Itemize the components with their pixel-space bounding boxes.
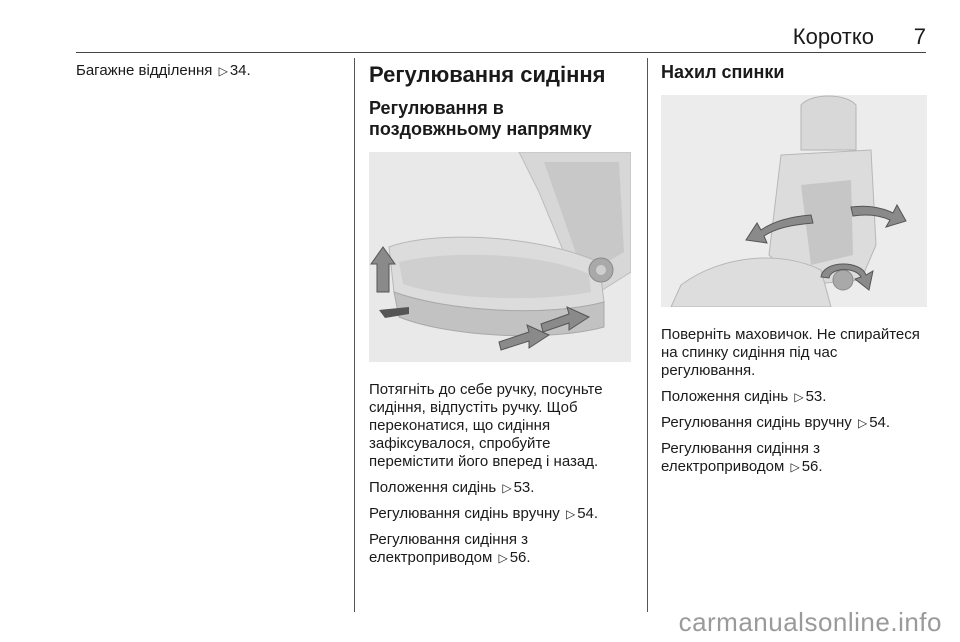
triangle-reference-icon: ▷ <box>498 551 508 565</box>
triangle-reference-icon: ▷ <box>218 64 228 78</box>
column-divider <box>647 58 648 612</box>
cross-reference[interactable]: Багажне відділення ▷ 34. <box>76 62 251 79</box>
triangle-reference-icon: ▷ <box>790 460 800 474</box>
triangle-reference-icon: ▷ <box>502 481 512 495</box>
instruction-text: Потягніть до себе ручку, посуньте сидіння, відпустіть ручку. Щоб переконатися, що сидіння зафіксувалося, спробуйте перемістити його вперед і назад. <box>369 381 603 470</box>
watermark: carmanualsonline.info <box>678 607 942 637</box>
cross-reference[interactable]: Регулювання сидінь вручну ▷ 54. <box>661 414 891 431</box>
cross-reference[interactable]: Положення сидінь ▷ 53. <box>369 479 535 496</box>
cross-reference[interactable]: Регулювання сидіння з електроприводом ▷ 56. <box>369 531 531 566</box>
cross-reference[interactable]: Регулювання сидінь вручну ▷ 54. <box>369 505 599 522</box>
seat-recline-figure <box>661 95 927 312</box>
column-1 <box>76 62 340 88</box>
page-number: 7 <box>913 24 926 49</box>
seat-recline-illustration <box>661 95 927 307</box>
subsection-heading: Нахил спинки <box>661 62 785 82</box>
column-divider <box>354 58 355 612</box>
column-2 <box>369 62 635 575</box>
seat-longitudinal-figure <box>369 152 635 367</box>
cross-reference[interactable]: Регулювання сидіння з електроприводом ▷ 56. <box>661 440 823 475</box>
section-heading: Регулювання сидіння <box>369 62 606 87</box>
triangle-reference-icon: ▷ <box>857 416 868 430</box>
page-title: Коротко <box>792 24 874 49</box>
instruction-text: Поверніть маховичок. Не спирайтеся на спинку сидіння під час регулювання. <box>661 326 920 379</box>
triangle-reference-icon: ▷ <box>794 390 804 404</box>
subsection-heading: Регулювання в поздовжньому напрямку <box>369 98 592 139</box>
seat-longitudinal-illustration <box>369 152 631 362</box>
triangle-reference-icon: ▷ <box>565 507 576 521</box>
page-header <box>76 22 926 53</box>
column-3 <box>661 62 927 484</box>
cross-reference[interactable]: Положення сидінь ▷ 53. <box>661 388 827 405</box>
